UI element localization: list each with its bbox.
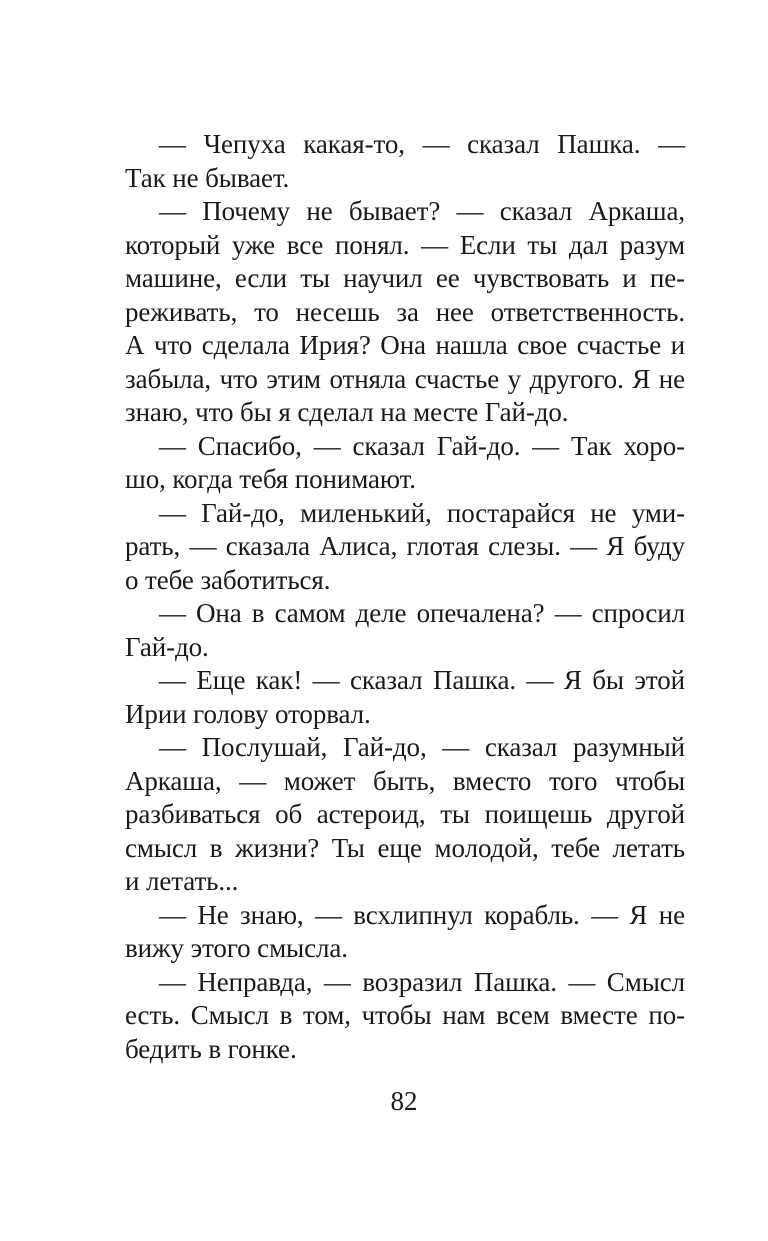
text-line: — Спасибо, — сказал Гай-до. — Так хоро- bbox=[159, 430, 685, 461]
text-line: реживать, то несешь за нее ответственность. bbox=[125, 296, 685, 327]
text-line: Аркаша, — может быть, вместо того чтобы bbox=[125, 765, 685, 796]
text-line: о тебе заботиться. bbox=[125, 564, 331, 595]
text-line: — Почему не бывает? — сказал Аркаша, bbox=[159, 196, 685, 226]
text-line: — Гай-до, миленький, постарайся не уми- bbox=[159, 497, 685, 528]
text-line: — Неправда, — возразил Пашка. — Смысл bbox=[159, 966, 685, 997]
text-line: А что сделала Ирия? Она нашла свое счастье и bbox=[125, 330, 685, 360]
text-line: бедить в гонке. bbox=[125, 1033, 297, 1064]
text-line: — Еще как! — сказал Пашка. — Я бы этой bbox=[159, 665, 685, 695]
body-text bbox=[125, 128, 685, 1066]
text-line: смысл в жизни? Ты еще молодой, тебе летать bbox=[125, 832, 685, 863]
text-line: который уже все понял. — Если ты дал разум bbox=[125, 229, 685, 260]
text-line: — Чепуха какая-то, — сказал Пашка. — bbox=[159, 129, 685, 159]
text-line: вижу этого смысла. bbox=[125, 933, 348, 963]
text-line: Гай-до. bbox=[125, 631, 209, 662]
text-line: знаю, что бы я сделал на месте Гай-до. bbox=[125, 397, 569, 427]
text-line: Ирии голову оторвал. bbox=[125, 698, 371, 729]
text-line: — Послушай, Гай-до, — сказал разумный bbox=[159, 732, 685, 762]
text-line: разбиваться об астероид, ты поищешь другой bbox=[125, 799, 685, 829]
text-line: рать, — сказала Алиса, глотая слезы. — Я буду bbox=[125, 531, 685, 561]
text-line: Так не бывает. bbox=[125, 162, 290, 193]
text-line: — Она в самом деле опечалена? — спросил bbox=[159, 598, 685, 628]
text-line: есть. Смысл в том, чтобы нам всем вместе по- bbox=[125, 1000, 685, 1030]
text-line: машине, если ты научил ее чувствовать и пе- bbox=[125, 263, 685, 293]
text-line: забыла, что этим отняла счастье у другого. Я не bbox=[125, 363, 685, 394]
text-line: шо, когда тебя понимают. bbox=[125, 464, 416, 494]
text-line: — Не знаю, — всхлипнул корабль. — Я не bbox=[159, 899, 685, 930]
text-line: и летать... bbox=[125, 866, 239, 896]
page-number: 82 bbox=[390, 1086, 418, 1116]
